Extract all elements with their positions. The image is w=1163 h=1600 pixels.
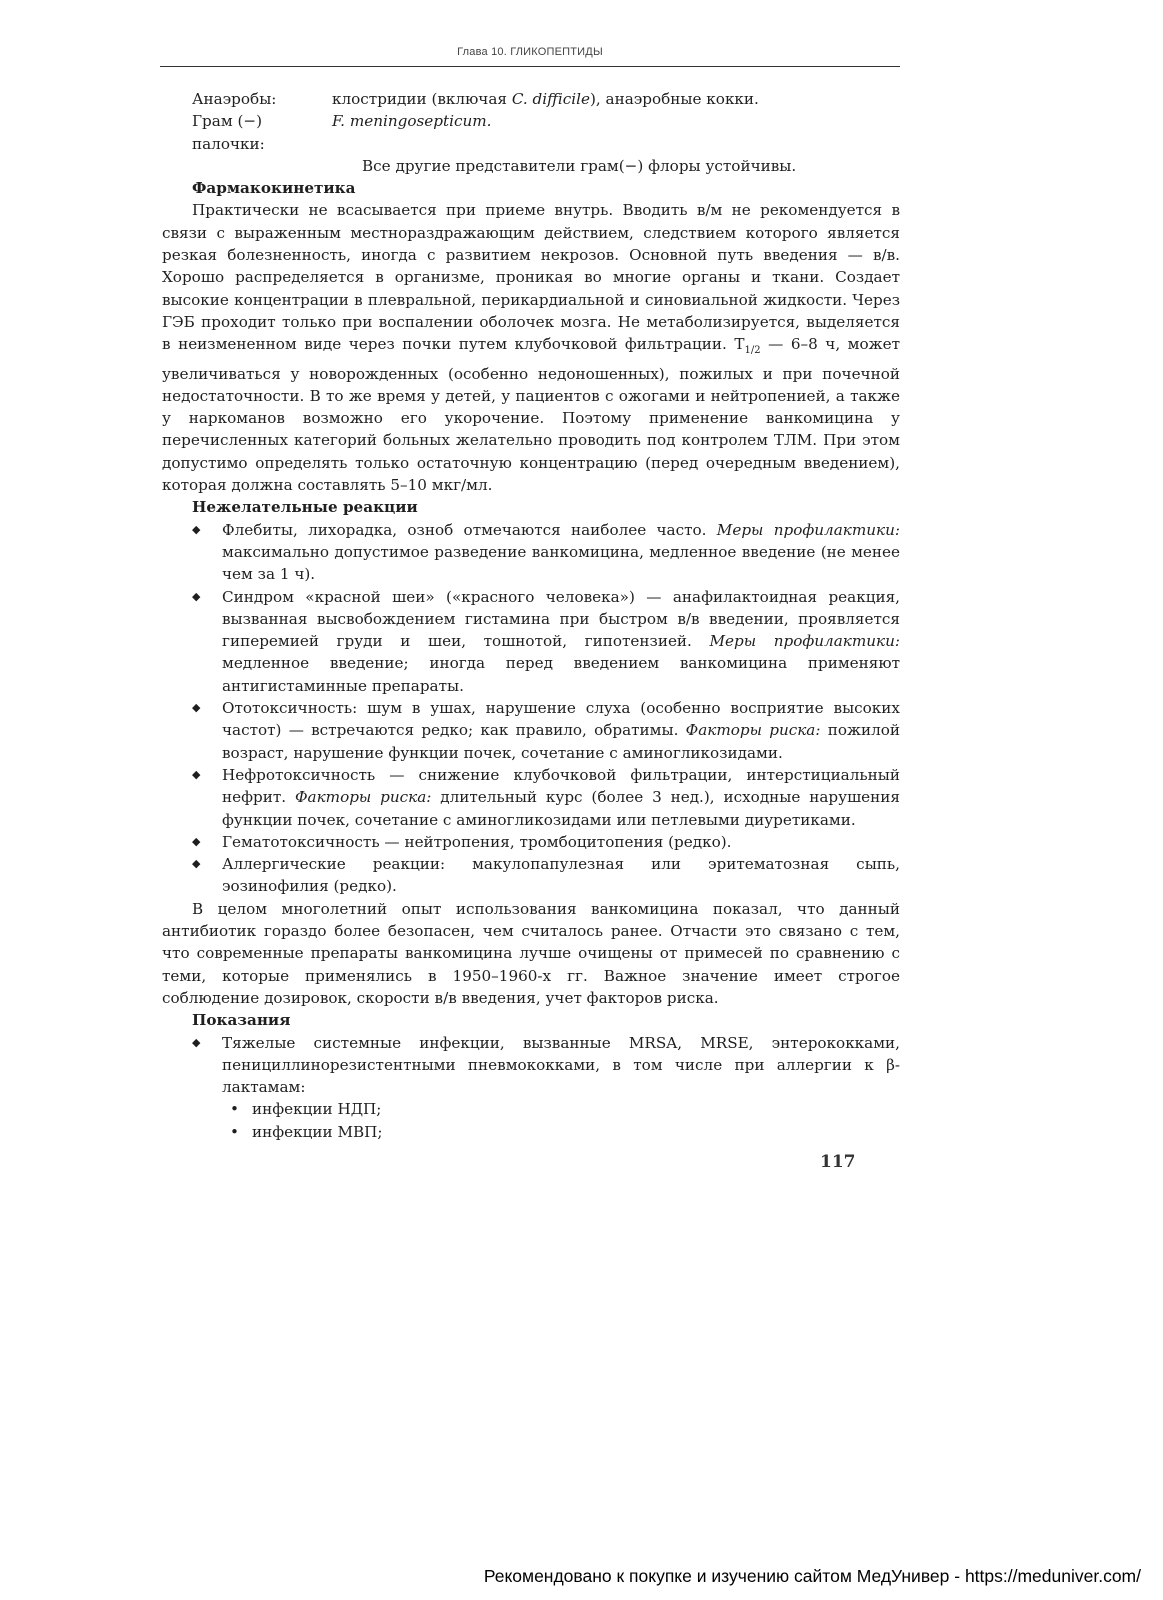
- bullet-icon: ◆: [192, 589, 201, 603]
- indications-sublist: [162, 1098, 900, 1143]
- bullet-icon: ◆: [192, 701, 201, 715]
- indications-list: [162, 1032, 900, 1099]
- bullet-icon: ◆: [192, 834, 201, 848]
- spectrum-value: клостридии (включая C. difficile), анаэробные кокки.: [332, 90, 759, 108]
- list-item: • инфекции МВП;: [162, 1121, 900, 1143]
- list-item: • инфекции НДП;: [162, 1098, 900, 1120]
- section-title-pharmacokinetics: Фармакокинетика: [192, 179, 356, 198]
- header-rule: [160, 66, 900, 67]
- list-item: ◆ Нефротоксичность — снижение клубочковой фильтрации, интерстициальный нефрит. Факторы риска: длительный курс (более 3 нед.), исходные нарушения функции почек, сочетание с аминогликозидами или петлевыми диуретиками.: [192, 765, 900, 829]
- spectrum-row-anaerobes: [162, 88, 900, 110]
- bullet-icon: •: [230, 1100, 239, 1119]
- page-number: 117: [820, 1152, 856, 1172]
- list-item: ◆ Гематотоксичность — нейтропения, тромбоцитопения (редко).: [162, 831, 900, 853]
- list-item: ◆ Синдром «красной шеи» («красного человека») — анафилактоидная реакция, вызванная высвобождением гистамина при быстром в/в введении, проявляется гиперемией груди и шеи, тошнотой, гипотензией. Меры профилактики: медленное введение; иногда перед введением ванкомицина применяют антигистаминные препараты.: [192, 587, 900, 695]
- bullet-icon: ◆: [192, 857, 201, 871]
- spectrum-label: Грам (−) палочки:: [192, 112, 265, 153]
- list-item: ◆ Флебиты, лихорадка, озноб отмечаются наиболее часто. Меры профилактики: максимально допустимое разведение ванкомицина, медленное введение (не менее чем за 1 ч).: [192, 520, 900, 584]
- spectrum-label: Анаэробы:: [192, 90, 277, 108]
- organism-name: F. meningosepticum.: [332, 112, 492, 131]
- adverse-list: [162, 519, 900, 898]
- pharmacokinetics-paragraph: Практически не всасывается при приеме внутрь. Вводить в/м не рекомендуется в связи с выраженным местнораздражающим действием, следствием которого является резкая болезненность, иногда с развитием некрозов. Основной путь введения — в/в. Хорошо распределяется в организме, проникая во многие органы и ткани. Создает высокие концентрации в плевральной, перикардиальной и синовиальной жидкости. Через ГЭБ проходит только при воспалении оболочек мозга. Не метаболизируется, выделяется в неизмененном виде через почки путем клубочковой фильтрации. $T_{1/2}$ — 6–8 ч, может увеличиваться у новорожденных (особенно недоношенных), пожилых и при почечной недостаточности. В то же время у детей, у пациентов с ожогами и нейтропенией, а также у наркоманов возможно его укорочение. Поэтому применение ванкомицина у перечисленных категорий больных желательно проводить под контролем ТЛМ. При этом допустимо определять только остаточную концентрацию (перед очередным введением), которая должна составлять 5–10 мкг/мл.: [162, 201, 900, 495]
- list-item: ◆ Аллергические реакции: макулопапулезная или эритематозная сыпь, эозинофилия (редко).: [192, 855, 900, 896]
- list-item: ◆ Тяжелые системные инфекции, вызванные MRSA, MRSE, энтерококками, пенициллинорезистентными пневмококками, в том числе при аллергии к β-лактамам:: [192, 1033, 900, 1097]
- section-title-adverse: Нежелательные реакции: [192, 498, 418, 517]
- running-head: Глава 10. ГЛИКОПЕПТИДЫ: [457, 46, 603, 58]
- section-title-indications: Показания: [192, 1011, 291, 1030]
- page-content: [162, 88, 900, 1143]
- spectrum-note: Все другие представители грам(−) флоры устойчивы.: [362, 156, 797, 175]
- spectrum-row-gram-negative: [162, 110, 900, 155]
- summary-paragraph: В целом многолетний опыт использования ванкомицина показал, что данный антибиотик гораздо более безопасен, чем считалось ранее. Отчасти это связано с тем, что современные препараты ванкомицина лучше очищены от примесей по сравнению с теми, которые применялись в 1950–1960-х гг. Важное значение имеет строгое соблюдение дозировок, скорости в/в введения, учет факторов риска.: [162, 899, 900, 1007]
- bullet-icon: ◆: [192, 767, 201, 781]
- spectrum-value: [332, 110, 900, 155]
- bullet-icon: ◆: [192, 1035, 201, 1049]
- bullet-icon: ◆: [192, 522, 201, 536]
- list-item: ◆ Ототоксичность: шум в ушах, нарушение слуха (особенно восприятие высоких частот) — встречаются редко; как правило, обратимы. Факторы риска: пожилой возраст, нарушение функции почек, сочетание с аминогликозидами.: [192, 699, 900, 762]
- bullet-icon: •: [230, 1122, 239, 1141]
- organism-name: C. difficile: [511, 90, 590, 108]
- footer-link-text: Рекомендовано к покупке и изучению сайтом МедУнивер - https://meduniver.com/: [483, 1566, 1141, 1586]
